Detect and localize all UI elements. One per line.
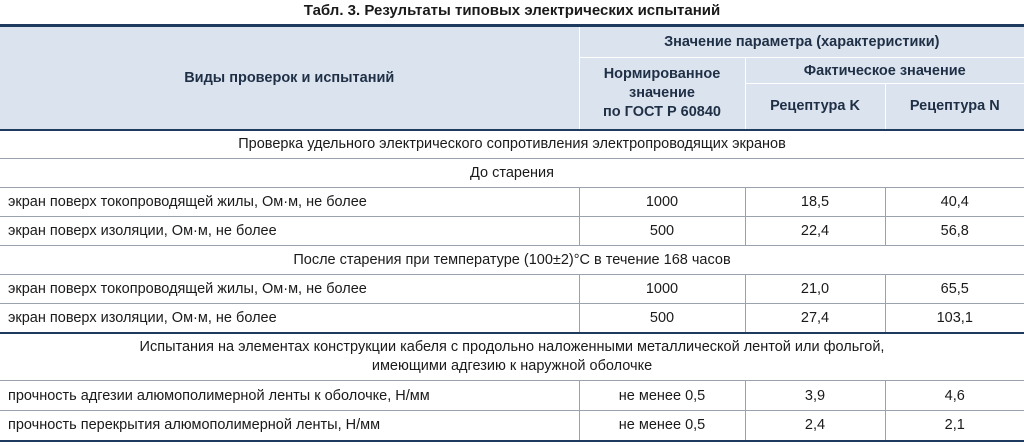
row-norm: не менее 0,5 xyxy=(579,411,745,441)
row-norm: 500 xyxy=(579,304,745,333)
row-name: прочность перекрытия алюмополимерной ленты, Н/мм xyxy=(0,411,579,441)
section-adhesion-line1: Испытания на элементах конструкции кабеля с продольно наложенными металлической лентой или фольгой, xyxy=(139,338,885,355)
row-k: 3,9 xyxy=(745,381,885,411)
row-n: 2,1 xyxy=(885,411,1024,441)
header-row-label: Виды проверок и испытаний xyxy=(0,26,579,130)
header-param-group: Значение параметра (характеристики) xyxy=(579,26,1024,58)
row-n: 103,1 xyxy=(885,304,1024,333)
header-actual-group: Фактическое значение xyxy=(745,58,1024,84)
table-row xyxy=(0,304,1024,333)
section-before-aging: До старения xyxy=(0,159,1024,188)
row-n: 4,6 xyxy=(885,381,1024,411)
row-norm: не менее 0,5 xyxy=(579,381,745,411)
section-adhesion-line2: имеющими адгезию к наружной оболочке xyxy=(371,357,653,374)
header-normative-line2: значение xyxy=(629,84,695,101)
section-after-aging: После старения при температуре (100±2)°С в течение 168 часов xyxy=(0,246,1024,275)
row-k: 22,4 xyxy=(745,217,885,246)
table-title: Табл. 3. Результаты типовых электрических испытаний xyxy=(303,2,721,19)
header-recipe-n: Рецептура N xyxy=(885,84,1024,130)
section-resistivity: Проверка удельного электрического сопротивления электропроводящих экранов xyxy=(0,130,1024,159)
row-name: экран поверх токопроводящей жилы, Ом·м, не более xyxy=(0,275,579,304)
row-name: прочность адгезии алюмополимерной ленты к оболочке, Н/мм xyxy=(0,381,579,411)
row-name: экран поверх изоляции, Ом·м, не более xyxy=(0,217,579,246)
row-k: 21,0 xyxy=(745,275,885,304)
table-row xyxy=(0,275,1024,304)
section-adhesion-tests xyxy=(0,333,1024,381)
row-k: 18,5 xyxy=(745,188,885,217)
header-normative xyxy=(579,58,745,130)
row-n: 65,5 xyxy=(885,275,1024,304)
header-normative-line3: по ГОСТ Р 60840 xyxy=(603,103,721,120)
header-normative-line1: Нормированное xyxy=(603,65,721,82)
table-row xyxy=(0,381,1024,411)
row-name: экран поверх токопроводящей жилы, Ом·м, не более xyxy=(0,188,579,217)
row-n: 56,8 xyxy=(885,217,1024,246)
table-row xyxy=(0,411,1024,441)
results-table xyxy=(0,24,1024,442)
table-row xyxy=(0,217,1024,246)
row-k: 27,4 xyxy=(745,304,885,333)
row-name: экран поверх изоляции, Ом·м, не более xyxy=(0,304,579,333)
table-row xyxy=(0,188,1024,217)
row-n: 40,4 xyxy=(885,188,1024,217)
header-recipe-k: Рецептура K xyxy=(745,84,885,130)
row-norm: 1000 xyxy=(579,275,745,304)
row-k: 2,4 xyxy=(745,411,885,441)
row-norm: 500 xyxy=(579,217,745,246)
row-norm: 1000 xyxy=(579,188,745,217)
